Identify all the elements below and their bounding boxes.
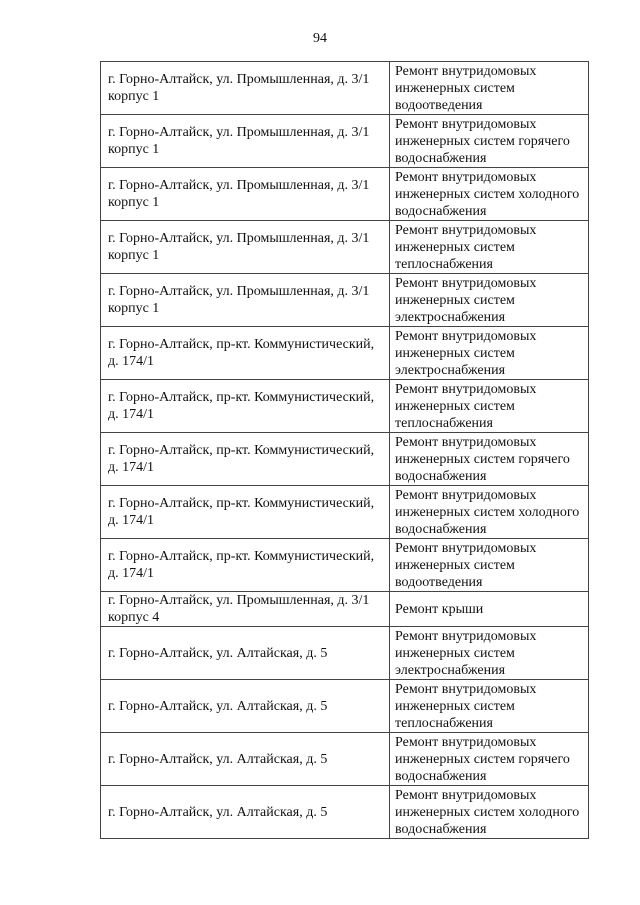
work-type-cell: Ремонт внутридомовых инженерных систем холодного водоснабжения — [390, 486, 589, 539]
address-cell: г. Горно-Алтайск, ул. Промышленная, д. 3/1 корпус 1 — [101, 62, 390, 115]
address-cell: г. Горно-Алтайск, пр-кт. Коммунистический, д. 174/1 — [101, 486, 390, 539]
work-type-cell: Ремонт внутридомовых инженерных систем теплоснабжения — [390, 680, 589, 733]
table-row — [101, 433, 589, 486]
address-cell: г. Горно-Алтайск, ул. Алтайская, д. 5 — [101, 733, 390, 786]
table-row — [101, 786, 589, 839]
work-type-cell: Ремонт внутридомовых инженерных систем холодного водоснабжения — [390, 168, 589, 221]
work-type-cell: Ремонт внутридомовых инженерных систем теплоснабжения — [390, 380, 589, 433]
work-type-cell: Ремонт внутридомовых инженерных систем холодного водоснабжения — [390, 786, 589, 839]
table-row — [101, 627, 589, 680]
table-row — [101, 274, 589, 327]
table-row — [101, 680, 589, 733]
table-row — [101, 221, 589, 274]
address-cell: г. Горно-Алтайск, ул. Алтайская, д. 5 — [101, 786, 390, 839]
page-number: 94 — [313, 31, 327, 46]
work-type-cell: Ремонт крыши — [390, 592, 589, 627]
address-cell: г. Горно-Алтайск, ул. Промышленная, д. 3/1 корпус 1 — [101, 274, 390, 327]
table-row — [101, 539, 589, 592]
address-cell: г. Горно-Алтайск, ул. Промышленная, д. 3/1 корпус 4 — [101, 592, 390, 627]
work-type-cell: Ремонт внутридомовых инженерных систем водоотведения — [390, 62, 589, 115]
work-type-cell: Ремонт внутридомовых инженерных систем горячего водоснабжения — [390, 733, 589, 786]
table-row — [101, 62, 589, 115]
address-cell: г. Горно-Алтайск, ул. Промышленная, д. 3/1 корпус 1 — [101, 221, 390, 274]
address-cell: г. Горно-Алтайск, пр-кт. Коммунистический, д. 174/1 — [101, 380, 390, 433]
address-cell: г. Горно-Алтайск, ул. Промышленная, д. 3/1 корпус 1 — [101, 168, 390, 221]
work-type-cell: Ремонт внутридомовых инженерных систем теплоснабжения — [390, 221, 589, 274]
address-cell: г. Горно-Алтайск, ул. Алтайская, д. 5 — [101, 627, 390, 680]
address-cell: г. Горно-Алтайск, ул. Промышленная, д. 3/1 корпус 1 — [101, 115, 390, 168]
address-cell: г. Горно-Алтайск, пр-кт. Коммунистический, д. 174/1 — [101, 539, 390, 592]
table-row — [101, 327, 589, 380]
address-cell: г. Горно-Алтайск, пр-кт. Коммунистический, д. 174/1 — [101, 327, 390, 380]
work-type-cell: Ремонт внутридомовых инженерных систем водоотведения — [390, 539, 589, 592]
table-row — [101, 115, 589, 168]
work-type-cell: Ремонт внутридомовых инженерных систем горячего водоснабжения — [390, 433, 589, 486]
table-row — [101, 168, 589, 221]
work-type-cell: Ремонт внутридомовых инженерных систем электроснабжения — [390, 274, 589, 327]
table-row — [101, 486, 589, 539]
work-type-cell: Ремонт внутридомовых инженерных систем горячего водоснабжения — [390, 115, 589, 168]
table-row — [101, 733, 589, 786]
work-type-cell: Ремонт внутридомовых инженерных систем электроснабжения — [390, 327, 589, 380]
table-row — [101, 592, 589, 627]
works-table — [100, 61, 589, 839]
table-row — [101, 380, 589, 433]
address-cell: г. Горно-Алтайск, ул. Алтайская, д. 5 — [101, 680, 390, 733]
work-type-cell: Ремонт внутридомовых инженерных систем электроснабжения — [390, 627, 589, 680]
address-cell: г. Горно-Алтайск, пр-кт. Коммунистический, д. 174/1 — [101, 433, 390, 486]
